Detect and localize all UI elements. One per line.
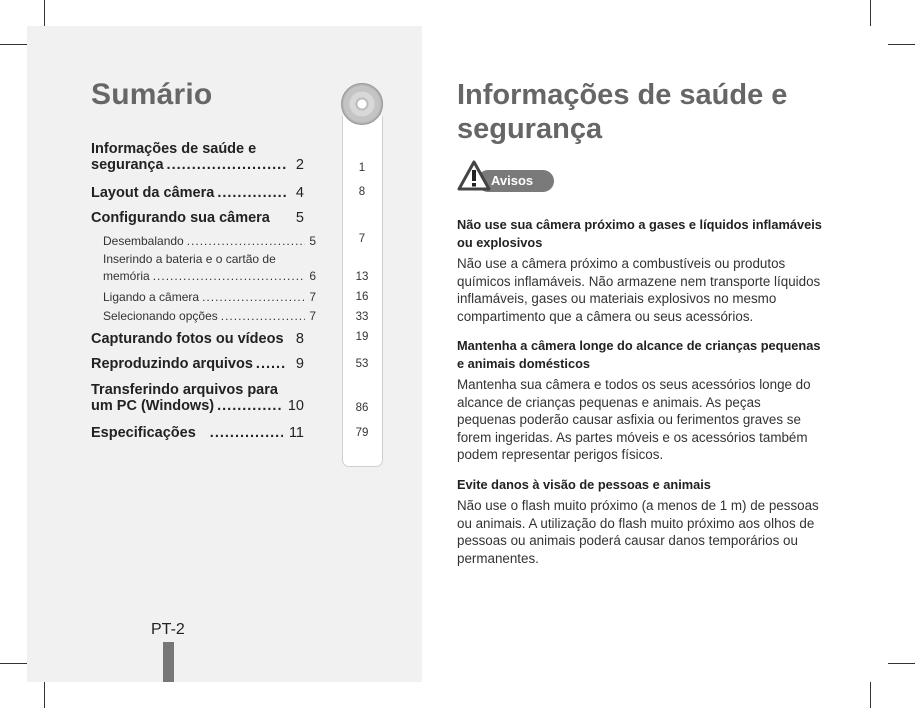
disc-icon: [341, 83, 383, 125]
toc-page-number: 2: [295, 157, 304, 173]
toc-entry-label: Informações de saúde e: [91, 141, 257, 157]
page-ref: 86: [355, 402, 369, 414]
page-ref: 53: [355, 358, 369, 370]
toc-subentry[interactable]: [91, 252, 316, 283]
page-number: PT-2: [151, 621, 185, 638]
toc-entry-label: Desembalando: [103, 234, 184, 248]
toc-entry-label: Inserindo a bateria e o cartão de: [103, 252, 276, 266]
crop-mark: [44, 678, 45, 708]
dot-leader: [167, 157, 287, 173]
page-ref: 13: [355, 271, 369, 283]
toc-entry-label: Especificações: [91, 425, 196, 441]
toc-subentry[interactable]: [91, 290, 316, 304]
safety-body: Mantenha sua câmera e todos os seus acessórios longe do alcance de crianças pequenas e animais. As peças pequenas poderão causar asfixia ou ferimentos graves se forem ingeridas. As partes móveis e os acessórios também podem representar perigos físicos.: [457, 377, 811, 462]
toc-entry-label: segurança: [91, 157, 164, 173]
dot-leader: [187, 234, 305, 248]
dot-leader: [217, 185, 287, 201]
toc-page-number: 7: [309, 309, 316, 323]
toc-entry[interactable]: [91, 210, 304, 226]
safety-heading: Mantenha a câmera longe do alcance de crianças pequenas e animais domésticos: [457, 338, 821, 371]
dot-leader: [210, 425, 283, 441]
page-ref: 16: [355, 291, 369, 303]
crop-mark: [870, 678, 871, 708]
dot-leader: [256, 356, 287, 372]
page-tab-bar: [163, 642, 174, 682]
page-ref: 33: [355, 311, 369, 323]
toc-entry[interactable]: [91, 141, 304, 173]
toc-entry-label: Capturando fotos ou vídeos: [91, 331, 284, 347]
toc-page-number: 10: [287, 398, 304, 414]
safety-block: [457, 476, 822, 567]
crop-mark: [885, 44, 915, 45]
toc-page-number: 11: [288, 425, 304, 441]
toc-entry[interactable]: [91, 331, 304, 347]
section-title: Informações de saúde e segurança: [457, 79, 788, 145]
toc-page-number: 7: [309, 290, 316, 304]
page-ref: 7: [358, 233, 366, 245]
dot-leader: [202, 290, 305, 304]
toc-page-number: 5: [309, 234, 316, 248]
warning-badge: [457, 159, 567, 195]
toc-page-number: 6: [309, 269, 316, 283]
toc-entry-label: Transferindo arquivos para: [91, 382, 278, 398]
toc-entry-label: Layout da câmera: [91, 185, 215, 201]
toc-title: Sumário: [91, 78, 213, 111]
toc-entry-label: um PC (Windows): [91, 398, 215, 414]
toc-page-number: 8: [295, 331, 304, 347]
safety-body: Não use o flash muito próximo (a menos de 1 m) de pessoas ou animais. A utilização do flash muito próximo aos olhos de pessoas ou animais poderá causar danos temporários ou permanentes.: [457, 498, 819, 566]
safety-heading: Não use sua câmera próximo a gases e líquidos inflamáveis ou explosivos: [457, 217, 822, 250]
page-ref: 19: [355, 331, 369, 343]
toc-entry[interactable]: [91, 382, 304, 414]
page-ref: 8: [358, 186, 366, 198]
toc-entry-label: Configurando sua câmera: [91, 210, 270, 226]
safety-body: Não use a câmera próximo a combustíveis ou produtos químicos inflamáveis. Não armazene nem transporte líquidos inflamáveis, gases ou materiais explosivos no mesmo compartimento que a câmera ou seus acessórios.: [457, 256, 821, 324]
toc-entry[interactable]: [91, 185, 304, 201]
toc-subentry[interactable]: [91, 309, 316, 323]
toc-page-number: 5: [295, 210, 304, 226]
toc-entry-label: Ligando a câmera: [103, 290, 200, 304]
crop-mark: [885, 663, 915, 664]
toc-page-number: 9: [295, 356, 304, 372]
safety-block: [457, 216, 822, 325]
dot-leader: [153, 269, 305, 283]
toc-entry[interactable]: [91, 425, 304, 441]
safety-heading: Evite danos à visão de pessoas e animais: [457, 477, 711, 492]
page-ref: 1: [358, 162, 366, 174]
crop-mark: [0, 663, 30, 664]
toc-entry-label: memória: [103, 269, 150, 283]
warning-icon: [457, 159, 491, 193]
dot-leader: [217, 398, 283, 414]
warning-label: Avisos: [491, 173, 534, 188]
safety-block: [457, 337, 822, 464]
toc-entry[interactable]: [91, 356, 304, 372]
toc-page-number: 4: [295, 185, 304, 201]
crop-mark: [0, 44, 30, 45]
toc-entry-label: Selecionando opções: [103, 309, 218, 323]
dot-leader: [221, 309, 305, 323]
toc-entry-label: Reproduzindo arquivos: [91, 356, 253, 372]
toc-subentry[interactable]: [91, 234, 316, 248]
page-ref: 79: [355, 427, 369, 439]
